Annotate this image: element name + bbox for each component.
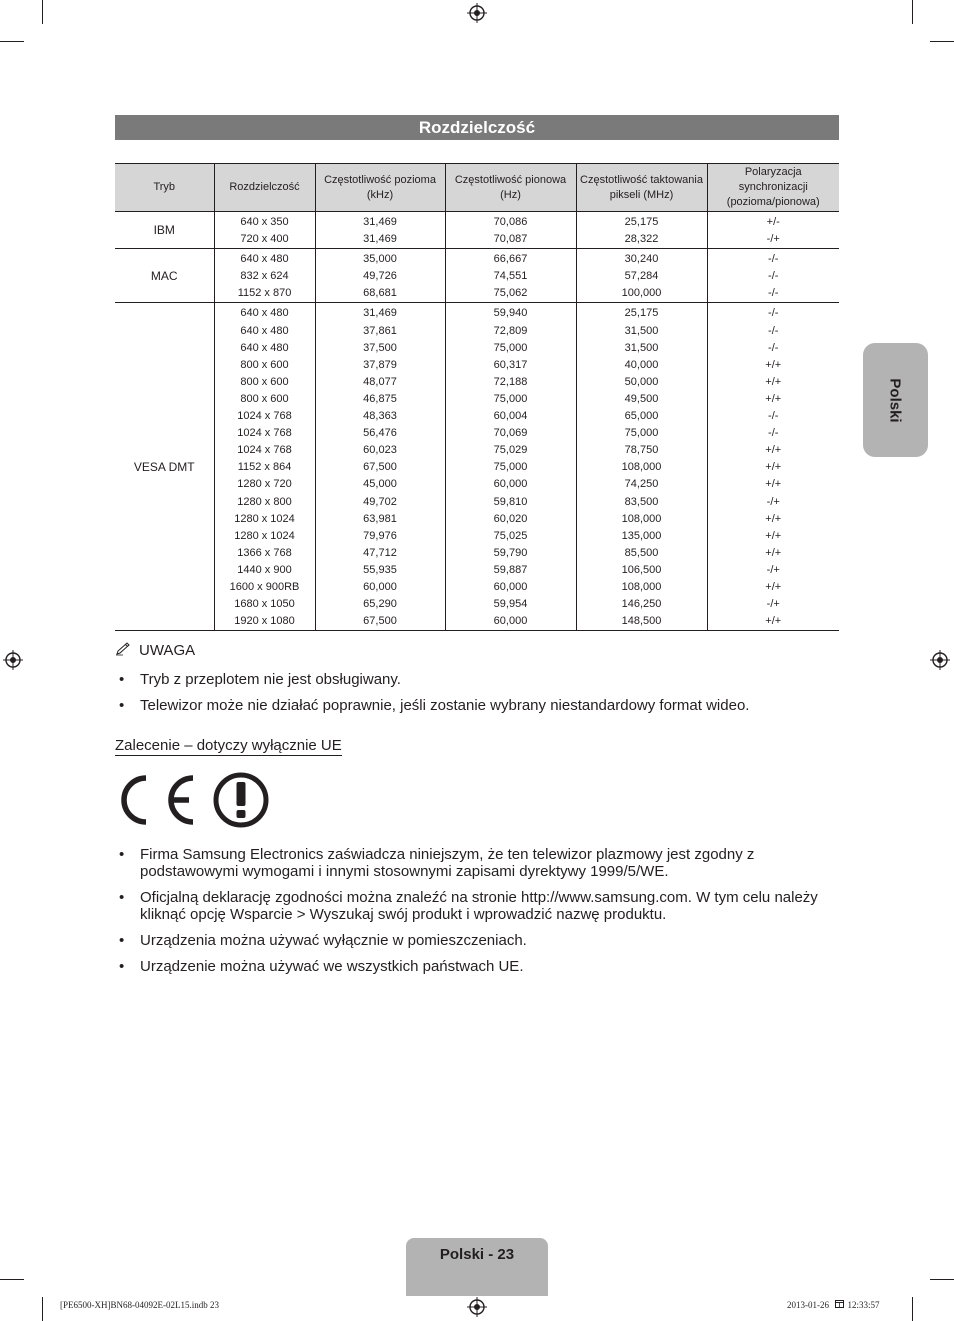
column-header-mode: Tryb bbox=[115, 164, 214, 212]
sync-polarity-cell bbox=[707, 212, 839, 249]
mode-cell: VESA DMT bbox=[115, 303, 214, 631]
cell-value: 720 x 400 bbox=[240, 233, 289, 246]
cell-value: 66,667 bbox=[493, 253, 528, 266]
language-tab-label: Polski bbox=[887, 377, 904, 423]
list-item: • Firma Samsung Electronics zaświadcza niniejszym, że ten telewizor plazmowy jest zgodny z podstawowymi wymogami i innymi stosownymi zapisami dyrektywy 1999/5/WE. bbox=[115, 846, 839, 880]
cell-value: +/+ bbox=[765, 375, 782, 388]
cell-value: +/+ bbox=[765, 478, 782, 491]
cell-value: 108,000 bbox=[621, 461, 662, 474]
cell-value: 47,712 bbox=[363, 546, 397, 559]
footer-file-label: [PE6500-XH]BN68-04092E-02L15.indb 23 bbox=[60, 1300, 219, 1310]
calendar-icon bbox=[835, 1300, 844, 1308]
cell-value: 75,000 bbox=[624, 427, 659, 440]
note-label: UWAGA bbox=[139, 642, 196, 659]
list-item: • Oficjalną deklarację zgodności można znaleźć na stronie http://www.samsung.com. W tym celu należy kliknąć opcję Wsparcie > Wyszukaj swój produkt i wprowadzić nazwę produktu. bbox=[115, 889, 839, 923]
cell-value: 60,317 bbox=[493, 358, 528, 371]
cell-value: 30,240 bbox=[624, 253, 659, 266]
cell-value: -/- bbox=[768, 253, 779, 266]
cell-value: 85,500 bbox=[624, 546, 659, 559]
note-heading bbox=[115, 642, 195, 659]
note-list bbox=[115, 671, 839, 714]
cell-value: 55,935 bbox=[363, 563, 397, 576]
list-item: • Urządzenie można używać we wszystkich państwach UE. bbox=[115, 958, 839, 975]
cell-value: 1280 x 800 bbox=[237, 495, 292, 508]
cell-value: 56,476 bbox=[363, 427, 397, 440]
cell-value: 60,020 bbox=[493, 512, 528, 525]
cell-value: +/+ bbox=[765, 461, 782, 474]
cell-value: 1680 x 1050 bbox=[234, 598, 295, 611]
cell-value: 832 x 624 bbox=[240, 270, 289, 283]
cell-value: 37,861 bbox=[363, 324, 397, 337]
crop-mark bbox=[930, 41, 954, 42]
table-row bbox=[115, 303, 839, 631]
registration-mark-icon bbox=[3, 650, 23, 670]
sync-polarity-cell bbox=[707, 303, 839, 631]
cell-value: 37,879 bbox=[363, 358, 397, 371]
cell-value: 60,000 bbox=[493, 615, 528, 628]
cell-value: 75,029 bbox=[493, 444, 528, 457]
list-item: • Urządzenia można używać wyłącznie w pomieszczeniach. bbox=[115, 932, 839, 949]
cell-value: 78,750 bbox=[624, 444, 659, 457]
footer-time: 12:33:57 bbox=[847, 1300, 880, 1310]
cell-value: 1280 x 720 bbox=[237, 478, 292, 491]
cell-value: 75,062 bbox=[493, 287, 528, 300]
cell-value: 1024 x 768 bbox=[237, 410, 292, 423]
crop-mark bbox=[0, 41, 24, 42]
cell-value: 60,023 bbox=[363, 444, 397, 457]
pixel-clock-cell bbox=[576, 249, 707, 303]
cell-value: -/+ bbox=[766, 495, 780, 508]
vertical-frequency-cell bbox=[445, 212, 576, 249]
cell-value: 48,363 bbox=[363, 410, 397, 423]
cell-value: 800 x 600 bbox=[240, 358, 289, 371]
crop-mark bbox=[0, 1279, 24, 1280]
vertical-frequency-cell bbox=[445, 303, 576, 631]
cell-value: 65,000 bbox=[624, 410, 659, 423]
cell-value: 74,551 bbox=[493, 270, 528, 283]
cell-value: 37,500 bbox=[363, 341, 397, 354]
cell-value: 67,500 bbox=[363, 615, 397, 628]
cell-value: 60,000 bbox=[493, 580, 528, 593]
cell-value: -/+ bbox=[766, 233, 780, 246]
cell-value: 79,976 bbox=[363, 529, 397, 542]
list-item: • Tryb z przeplotem nie jest obsługiwany. bbox=[115, 671, 839, 688]
cell-value: 68,681 bbox=[363, 287, 397, 300]
resolution-table bbox=[115, 163, 839, 631]
cell-value: 49,500 bbox=[624, 392, 659, 405]
cell-value: 70,087 bbox=[493, 233, 528, 246]
cell-value: +/+ bbox=[765, 358, 782, 371]
cell-value: 65,290 bbox=[363, 598, 397, 611]
table-row bbox=[115, 249, 839, 303]
resolution-cell bbox=[214, 212, 315, 249]
cell-value: 640 x 480 bbox=[240, 307, 289, 320]
cell-value: 57,284 bbox=[624, 270, 659, 283]
cell-value: 67,500 bbox=[363, 461, 397, 474]
cell-value: 106,500 bbox=[621, 563, 662, 576]
page-number-tab: Polski - 23 bbox=[406, 1238, 548, 1296]
cell-value: 31,469 bbox=[363, 307, 397, 320]
horizontal-frequency-cell bbox=[315, 212, 445, 249]
cell-value: +/+ bbox=[765, 512, 782, 525]
resolution-cell bbox=[214, 249, 315, 303]
cell-value: +/+ bbox=[765, 529, 782, 542]
cell-value: +/+ bbox=[765, 392, 782, 405]
cell-value: 60,004 bbox=[493, 410, 528, 423]
language-tab bbox=[863, 343, 928, 457]
cell-value: 59,790 bbox=[493, 546, 528, 559]
cell-value: 72,188 bbox=[493, 375, 528, 388]
cell-value: 1152 x 870 bbox=[237, 287, 292, 300]
resolution-cell bbox=[214, 303, 315, 631]
cell-value: 1024 x 768 bbox=[237, 427, 292, 440]
cell-value: 50,000 bbox=[624, 375, 659, 388]
cell-value: 640 x 350 bbox=[240, 216, 289, 228]
cell-value: 25,175 bbox=[624, 307, 659, 320]
table-header-row bbox=[115, 164, 839, 212]
cell-value: 70,086 bbox=[493, 216, 528, 228]
footer-timestamp bbox=[787, 1300, 880, 1310]
crop-mark bbox=[42, 1297, 43, 1321]
cell-value: 75,000 bbox=[493, 341, 528, 354]
cell-value: -/- bbox=[768, 341, 779, 354]
cell-value: 640 x 480 bbox=[240, 324, 289, 337]
cell-value: 60,000 bbox=[363, 580, 397, 593]
eu-list bbox=[115, 846, 839, 975]
horizontal-frequency-cell bbox=[315, 249, 445, 303]
cell-value: 1152 x 864 bbox=[237, 461, 292, 474]
cell-value: 1920 x 1080 bbox=[234, 615, 295, 628]
cell-value: -/+ bbox=[766, 598, 780, 611]
cell-value: 31,469 bbox=[363, 233, 397, 246]
cell-value: 1440 x 900 bbox=[237, 563, 292, 576]
pencil-note-icon bbox=[115, 642, 133, 656]
column-header-pixel-clock: Częstotliwość taktowania pikseli (MHz) bbox=[576, 164, 707, 212]
cell-value: 1024 x 768 bbox=[237, 444, 292, 457]
column-header-resolution: Rozdzielczość bbox=[214, 164, 315, 212]
cell-value: 59,810 bbox=[493, 495, 528, 508]
cell-value: 59,887 bbox=[493, 563, 528, 576]
cell-value: 49,726 bbox=[363, 270, 397, 283]
crop-mark bbox=[42, 0, 43, 24]
alert-mark-icon bbox=[212, 771, 270, 829]
cell-value: 1280 x 1024 bbox=[234, 529, 295, 542]
cell-value: 135,000 bbox=[621, 529, 662, 542]
cell-value: 75,025 bbox=[493, 529, 528, 542]
cell-value: 640 x 480 bbox=[240, 341, 289, 354]
cell-value: +/+ bbox=[765, 615, 782, 628]
cell-value: 72,809 bbox=[493, 324, 528, 337]
mode-cell: IBM bbox=[115, 212, 214, 249]
cell-value: 31,500 bbox=[624, 324, 659, 337]
cell-value: -/- bbox=[768, 324, 779, 337]
cell-value: +/+ bbox=[765, 580, 782, 593]
cell-value: 25,175 bbox=[624, 216, 659, 228]
pixel-clock-cell bbox=[576, 212, 707, 249]
crop-mark bbox=[912, 1297, 913, 1321]
registration-mark-icon bbox=[467, 3, 487, 23]
cell-value: 48,077 bbox=[363, 375, 397, 388]
cell-value: 640 x 480 bbox=[240, 253, 289, 266]
cell-value: 40,000 bbox=[624, 358, 659, 371]
mode-cell: MAC bbox=[115, 249, 214, 303]
cell-value: 49,702 bbox=[363, 495, 397, 508]
cell-value: 800 x 600 bbox=[240, 392, 289, 405]
cell-value: -/- bbox=[768, 307, 779, 320]
cell-value: 74,250 bbox=[624, 478, 659, 491]
footer-date: 2013-01-26 bbox=[787, 1300, 829, 1310]
cell-value: +/- bbox=[766, 216, 780, 228]
cell-value: 100,000 bbox=[621, 287, 662, 300]
cell-value: 108,000 bbox=[621, 580, 662, 593]
column-header-vertical-frequency: Częstotliwość pionowa (Hz) bbox=[445, 164, 576, 212]
section-title: Rozdzielczość bbox=[115, 115, 839, 140]
registration-mark-icon bbox=[930, 650, 950, 670]
cell-value: 31,469 bbox=[363, 216, 397, 228]
cell-value: 31,500 bbox=[624, 341, 659, 354]
list-item: • Telewizor może nie działać poprawnie, jeśli zostanie wybrany niestandardowy format wideo. bbox=[115, 697, 839, 714]
cell-value: -/- bbox=[768, 287, 779, 300]
cell-value: 59,954 bbox=[493, 598, 528, 611]
cell-value: +/+ bbox=[765, 444, 782, 457]
cell-value: 83,500 bbox=[624, 495, 659, 508]
cell-value: -/- bbox=[768, 427, 779, 440]
vertical-frequency-cell bbox=[445, 249, 576, 303]
cell-value: -/+ bbox=[766, 563, 780, 576]
cell-value: 1366 x 768 bbox=[237, 546, 292, 559]
cell-value: 1600 x 900RB bbox=[229, 580, 300, 593]
cell-value: 28,322 bbox=[624, 233, 659, 246]
table-row bbox=[115, 212, 839, 249]
cell-value: 148,500 bbox=[621, 615, 662, 628]
pixel-clock-cell bbox=[576, 303, 707, 631]
cell-value: 45,000 bbox=[363, 478, 397, 491]
horizontal-frequency-cell bbox=[315, 303, 445, 631]
registration-mark-icon bbox=[467, 1297, 487, 1317]
cell-value: +/+ bbox=[765, 546, 782, 559]
cell-value: 800 x 600 bbox=[240, 375, 289, 388]
cell-value: -/- bbox=[768, 410, 779, 423]
cell-value: 146,250 bbox=[621, 598, 662, 611]
cell-value: 59,940 bbox=[493, 307, 528, 320]
cell-value: 46,875 bbox=[363, 392, 397, 405]
cell-value: 60,000 bbox=[493, 478, 528, 491]
column-header-sync-polarity: Polaryzacja synchronizacji (pozioma/pionowa) bbox=[707, 164, 839, 212]
eu-heading: Zalecenie – dotyczy wyłącznie UE bbox=[115, 737, 342, 754]
cell-value: 63,981 bbox=[363, 512, 397, 525]
crop-mark bbox=[930, 1279, 954, 1280]
ce-mark-icon bbox=[117, 773, 199, 827]
column-header-horizontal-frequency: Częstotliwość pozioma (kHz) bbox=[315, 164, 445, 212]
cell-value: 70,069 bbox=[493, 427, 528, 440]
cell-value: 75,000 bbox=[493, 461, 528, 474]
cell-value: 35,000 bbox=[363, 253, 397, 266]
cell-value: 1280 x 1024 bbox=[234, 512, 295, 525]
crop-mark bbox=[912, 0, 913, 24]
cell-value: -/- bbox=[768, 270, 779, 283]
cell-value: 75,000 bbox=[493, 392, 528, 405]
cell-value: 108,000 bbox=[621, 512, 662, 525]
sync-polarity-cell bbox=[707, 249, 839, 303]
